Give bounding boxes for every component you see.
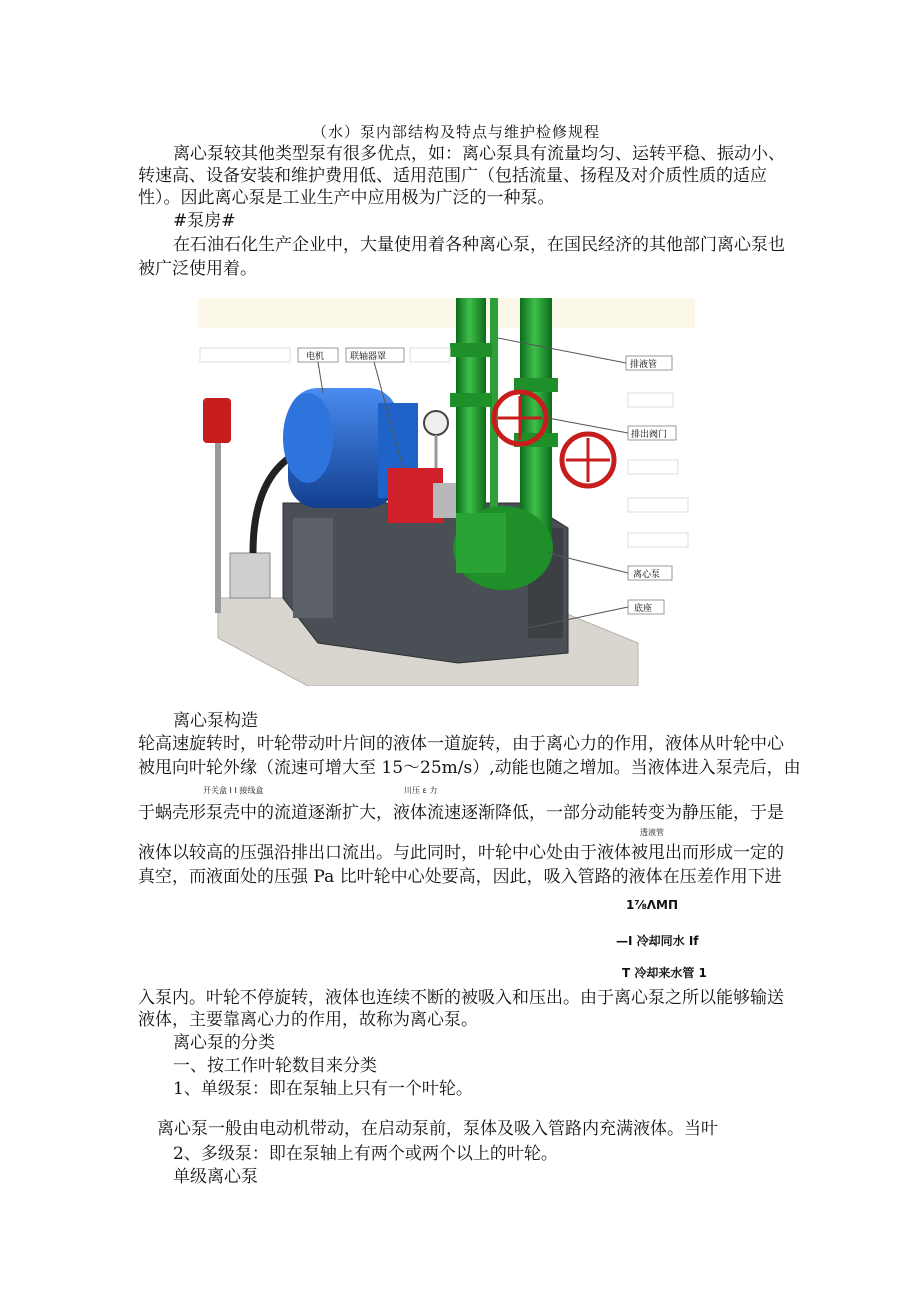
pressure-gauge bbox=[424, 411, 448, 435]
switch-box bbox=[203, 398, 231, 443]
pump-diagram-svg bbox=[198, 298, 695, 686]
label-discharge-pipe: 排液管 bbox=[630, 360, 658, 370]
p3-line-7: 液体，主要靠离心力的作用，故称为离心泵。 bbox=[138, 1010, 478, 1030]
class-item-single-stage: 1、单级泵：即在泵轴上只有一个叶轮。 bbox=[173, 1079, 473, 1099]
label-motor: 电机 bbox=[306, 352, 325, 362]
p3-line-4: 液体以较高的压强沿排出口流出。与此同时，叶轮中心处由于液体被甩出而形成一定的 bbox=[138, 843, 784, 863]
label-outlet-valve: 排出阀门 bbox=[631, 430, 668, 440]
pump-illustration bbox=[198, 298, 695, 686]
top-strip bbox=[198, 298, 695, 328]
label-base: 底座 bbox=[634, 604, 653, 614]
float-label-2: 川压 ε 力 bbox=[404, 786, 438, 795]
float-label-6: T 冷却来水管 1 bbox=[622, 966, 707, 980]
last-line: 单级离心泵 bbox=[173, 1167, 258, 1187]
float-label-5: —I 冷却同水 If bbox=[616, 934, 699, 948]
flange-2 bbox=[450, 393, 492, 407]
intro-line-1: 离心泵较其他类型泵有很多优点，如：离心泵具有流量均匀、运转平稳、振动小、 bbox=[173, 144, 785, 164]
callout-box-blank bbox=[200, 348, 290, 362]
pole bbox=[215, 443, 221, 613]
p3-line-2: 被甩向叶轮外缘（流速可增大至 15～25m/s）,动能也随之增加。当液体进入泵壳后，由 bbox=[138, 758, 801, 778]
section-construction: 离心泵构造 bbox=[173, 711, 258, 731]
p3-line-1: 轮高速旋转时，叶轮带动叶片间的液体一道旋转，由于离心力的作用，液体从叶轮中心 bbox=[138, 734, 784, 754]
hashtag: #泵房# bbox=[173, 211, 236, 231]
class-heading-1: 一、按工作叶轮数目来分类 bbox=[173, 1056, 377, 1076]
p4-line: 离心泵一般由电动机带动，在启动泵前，泵体及吸入管路内充满液体。当叶 bbox=[157, 1119, 718, 1139]
class-item-multi-stage: 2、多级泵：即在泵轴上有两个或两个以上的叶轮。 bbox=[173, 1144, 558, 1164]
label-pump: 离心泵 bbox=[633, 570, 661, 580]
base-block bbox=[293, 518, 333, 618]
discharge-pipe bbox=[456, 298, 486, 528]
float-label-4: 1⅞ΛMΠ bbox=[626, 898, 679, 912]
p3-line-3: 于蜗壳形泵壳中的流道逐渐扩大，液体流速逐渐降低，一部分动能转变为静压能，于是 bbox=[138, 803, 784, 823]
para2-line-2: 被广泛使用着。 bbox=[138, 259, 257, 279]
section-classification: 离心泵的分类 bbox=[173, 1033, 275, 1053]
junction-box bbox=[230, 553, 270, 598]
intro-line-2: 转速高、设备安装和维护费用低、适用范围广（包括流量、扬程及对介质性质的适应 bbox=[138, 166, 767, 186]
intro-line-3: 性）。因此离心泵是工业生产中应用极为广泛的一种泵。 bbox=[138, 188, 555, 208]
float-label-3: 透液管 bbox=[640, 828, 664, 837]
label-coupling: 联轴器罩 bbox=[350, 352, 387, 362]
para2-line-1: 在石油石化生产企业中，大量使用着各种离心泵，在国民经济的其他部门离心泵也 bbox=[173, 235, 785, 255]
motor-end bbox=[283, 393, 333, 483]
document-title: （水）泵内部结构及特点与维护检修规程 bbox=[312, 123, 601, 141]
flange-1 bbox=[450, 343, 492, 357]
float-label-1: 开关盒 I I 接线盒 bbox=[203, 786, 264, 795]
p3-line-6: 入泵内。叶轮不停旋转，液体也连续不断的被吸入和压出。由于离心泵之所以能够输送 bbox=[138, 988, 784, 1008]
p3-line-5: 真空，而液面处的压强 Pa 比叶轮中心处要高，因此，吸入管路的液体在压差作用下进 bbox=[138, 867, 782, 887]
